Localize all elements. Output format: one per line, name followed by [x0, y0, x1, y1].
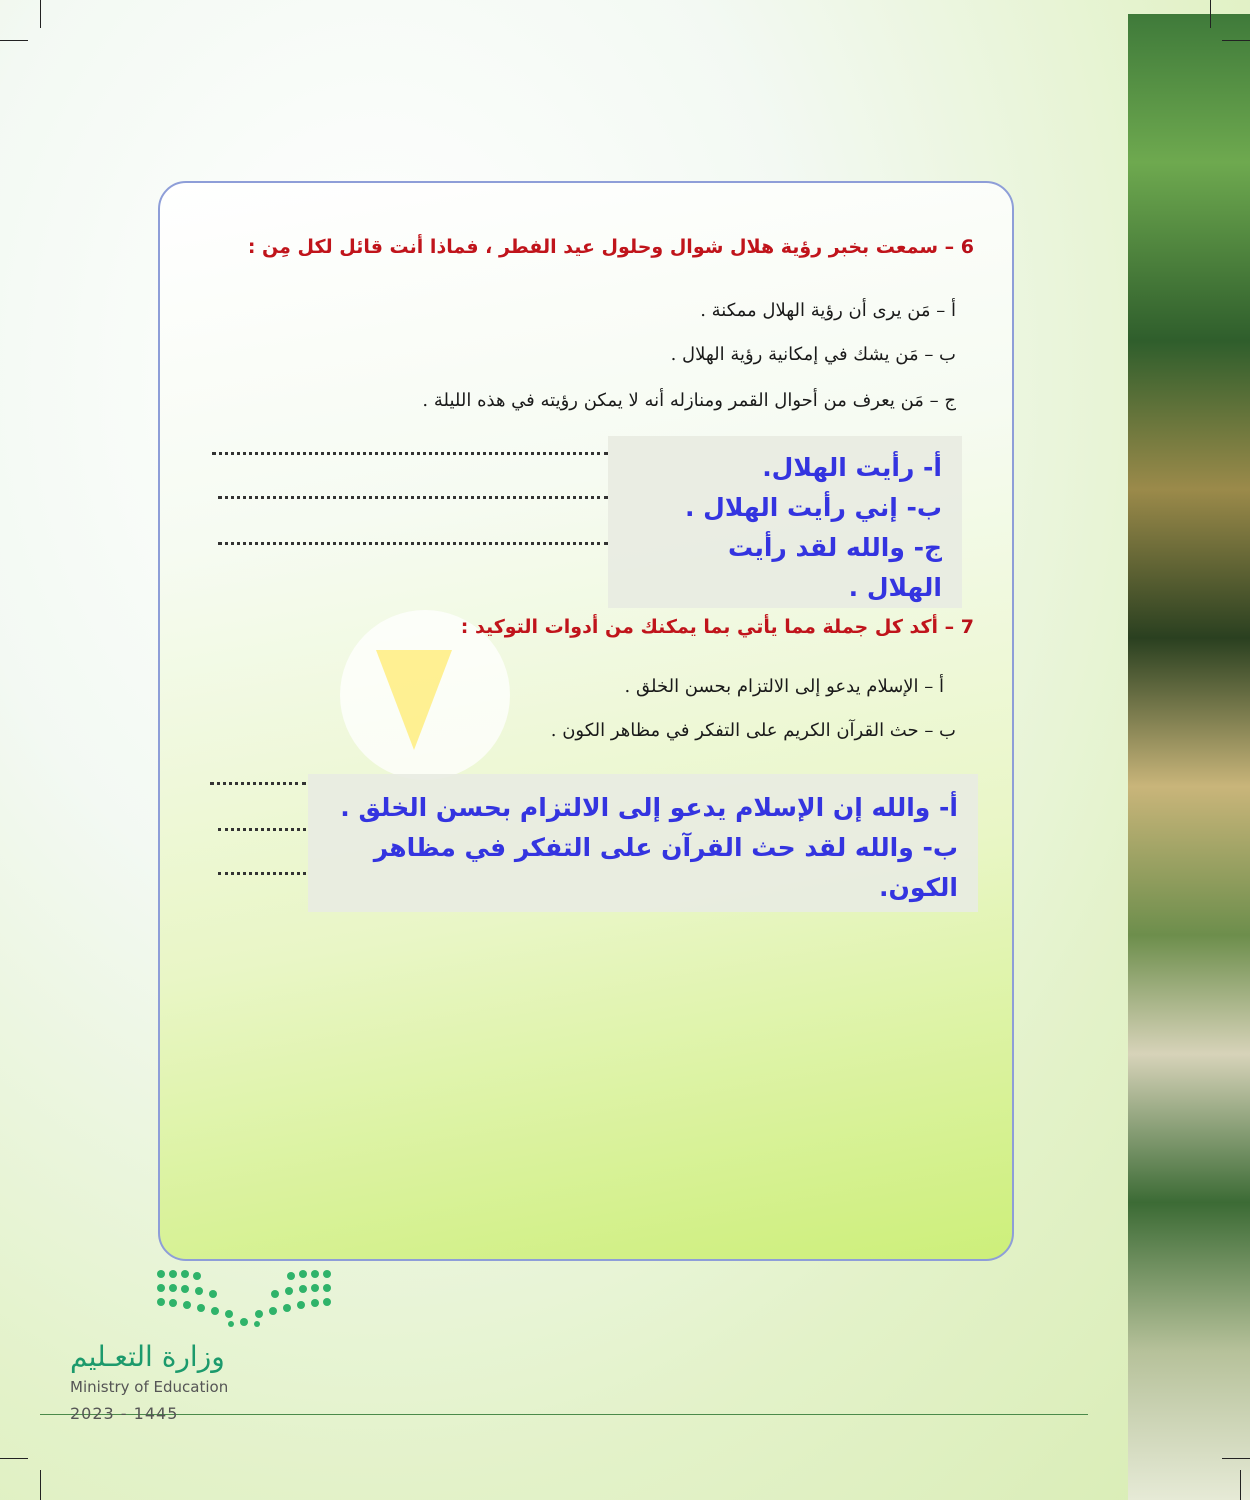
edition-years: 2023 - 1445: [70, 1404, 179, 1423]
question-6-number: 6: [960, 236, 974, 258]
question-7-item-a: أ – الإسلام يدعو إلى الالتزام بحسن الخلق .: [624, 676, 944, 697]
question-7-answer-b: ب- والله لقد حث القرآن على التفكر في مظاهر: [373, 833, 958, 862]
question-7-answer-b-cont: الكون.: [878, 873, 958, 902]
crop-mark: [40, 0, 41, 28]
question-6-answer-c: ج- والله لقد رأيت: [727, 533, 942, 562]
question-6-text: – سمعت بخبر رؤية هلال شوال وحلول عيد الفطر ، فماذا أنت قائل لكل مِن :: [247, 236, 955, 258]
answer-line: [218, 540, 608, 545]
question-6-item-a: أ – مَن يرى أن رؤية الهلال ممكنة .: [700, 300, 956, 321]
question-7-item-b: ب – حث القرآن الكريم على التفكر في مظاهر الكون .: [550, 720, 956, 741]
question-6-item-b: ب – مَن يشك في إمكانية رؤية الهلال .: [670, 344, 956, 365]
crop-mark: [40, 1470, 41, 1500]
crop-mark: [0, 1458, 28, 1459]
question-7-title: [461, 616, 974, 638]
question-6-answer-c-cont: الهلال .: [848, 573, 942, 602]
question-6-item-c: ج – مَن يعرف من أحوال القمر ومنازله أنه لا يمكن رؤيته في هذه الليلة .: [422, 390, 956, 411]
question-7-text: – أكد كل جملة مما يأتي بما يمكنك من أدوات التوكيد :: [460, 616, 955, 638]
question-7-answer-a: أ- والله إن الإسلام يدعو إلى الالتزام بحسن الخلق .: [340, 793, 958, 822]
crop-mark: [0, 40, 28, 41]
crop-mark: [1222, 40, 1250, 41]
ministry-name-english: Ministry of Education: [70, 1378, 229, 1396]
crop-mark: [1210, 0, 1211, 28]
question-6-answer-box: [608, 436, 962, 608]
answer-line: [212, 450, 608, 455]
question-7-number: 7: [960, 616, 974, 638]
ministry-name-arabic: وزارة التعـليم: [70, 1340, 225, 1373]
answer-line: [218, 826, 306, 831]
question-7-answer-box: [308, 774, 978, 912]
watermark-logo: [376, 650, 452, 750]
footer-divider: [40, 1414, 1088, 1415]
crop-mark: [1222, 1458, 1250, 1459]
crop-mark: [1240, 1470, 1241, 1500]
question-6-answer-b: ب- إني رأيت الهلال .: [684, 493, 942, 522]
decorative-side-image: [1128, 14, 1250, 1500]
answer-line: [218, 494, 608, 499]
ministry-logo-icon: [155, 1268, 333, 1328]
answer-line: [210, 780, 306, 785]
question-6-title: [248, 236, 974, 258]
question-6-answer-a: أ- رأيت الهلال.: [762, 453, 942, 482]
answer-line: [218, 870, 306, 875]
